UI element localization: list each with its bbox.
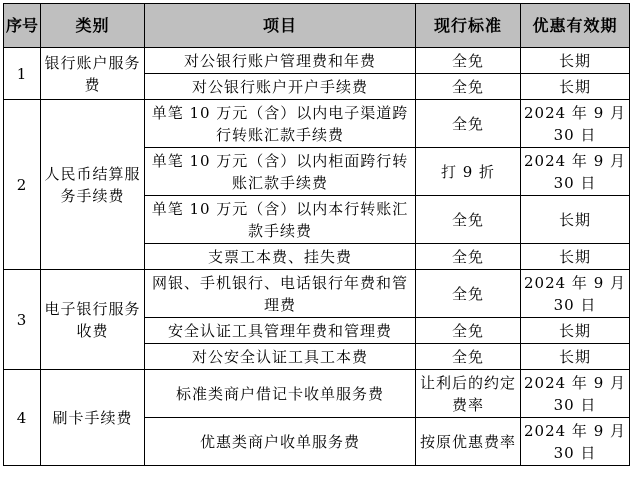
validity-period-cell: 2024 年 9 月 30 日 <box>521 148 630 196</box>
item-cell: 对公银行账户管理费和年费 <box>145 48 416 74</box>
item-cell: 安全认证工具管理年费和管理费 <box>145 318 416 344</box>
item-cell: 对公安全认证工具工本费 <box>145 344 416 370</box>
table-row <box>4 370 630 418</box>
current-standard-cell: 全免 <box>416 344 521 370</box>
header-category: 类别 <box>41 4 145 48</box>
current-standard-cell: 全免 <box>416 270 521 318</box>
header-item: 项目 <box>145 4 416 48</box>
fee-waiver-table <box>3 3 630 466</box>
validity-period-cell: 长期 <box>521 74 630 100</box>
validity-period-cell: 长期 <box>521 318 630 344</box>
item-cell: 网银、手机银行、电话银行年费和管理费 <box>145 270 416 318</box>
item-cell: 支票工本费、挂失费 <box>145 244 416 270</box>
current-standard-cell: 打 9 折 <box>416 148 521 196</box>
validity-period-cell: 2024 年 9 月 30 日 <box>521 100 630 148</box>
group-category: 电子银行服务收费 <box>41 270 145 370</box>
current-standard-cell: 全免 <box>416 318 521 344</box>
item-cell: 单笔 10 万元（含）以内本行转账汇款手续费 <box>145 196 416 244</box>
group-no: 2 <box>4 100 41 270</box>
table-row <box>4 270 630 318</box>
current-standard-cell: 让利后的约定费率 <box>416 370 521 418</box>
group-no: 1 <box>4 48 41 100</box>
current-standard-cell: 全免 <box>416 100 521 148</box>
header-current-standard: 现行标准 <box>416 4 521 48</box>
table-row <box>4 100 630 148</box>
item-cell: 单笔 10 万元（含）以内柜面跨行转账汇款手续费 <box>145 148 416 196</box>
table-row <box>4 48 630 74</box>
validity-period-cell: 2024 年 9 月 30 日 <box>521 270 630 318</box>
validity-period-cell: 长期 <box>521 244 630 270</box>
header-no: 序号 <box>4 4 41 48</box>
item-cell: 单笔 10 万元（含）以内电子渠道跨行转账汇款手续费 <box>145 100 416 148</box>
current-standard-cell: 全免 <box>416 244 521 270</box>
item-cell: 标准类商户借记卡收单服务费 <box>145 370 416 418</box>
validity-period-cell: 2024 年 9 月 30 日 <box>521 418 630 466</box>
validity-period-cell: 长期 <box>521 48 630 74</box>
validity-period-cell: 长期 <box>521 344 630 370</box>
group-no: 3 <box>4 270 41 370</box>
group-category: 刷卡手续费 <box>41 370 145 466</box>
group-category: 人民币结算服务手续费 <box>41 100 145 270</box>
current-standard-cell: 全免 <box>416 48 521 74</box>
item-cell: 对公银行账户开户手续费 <box>145 74 416 100</box>
header-row <box>4 4 630 48</box>
validity-period-cell: 2024 年 9 月 30 日 <box>521 370 630 418</box>
item-cell: 优惠类商户收单服务费 <box>145 418 416 466</box>
current-standard-cell: 全免 <box>416 196 521 244</box>
current-standard-cell: 全免 <box>416 74 521 100</box>
group-category: 银行账户服务费 <box>41 48 145 100</box>
current-standard-cell: 按原优惠费率 <box>416 418 521 466</box>
validity-period-cell: 长期 <box>521 196 630 244</box>
group-no: 4 <box>4 370 41 466</box>
header-validity-period: 优惠有效期 <box>521 4 630 48</box>
